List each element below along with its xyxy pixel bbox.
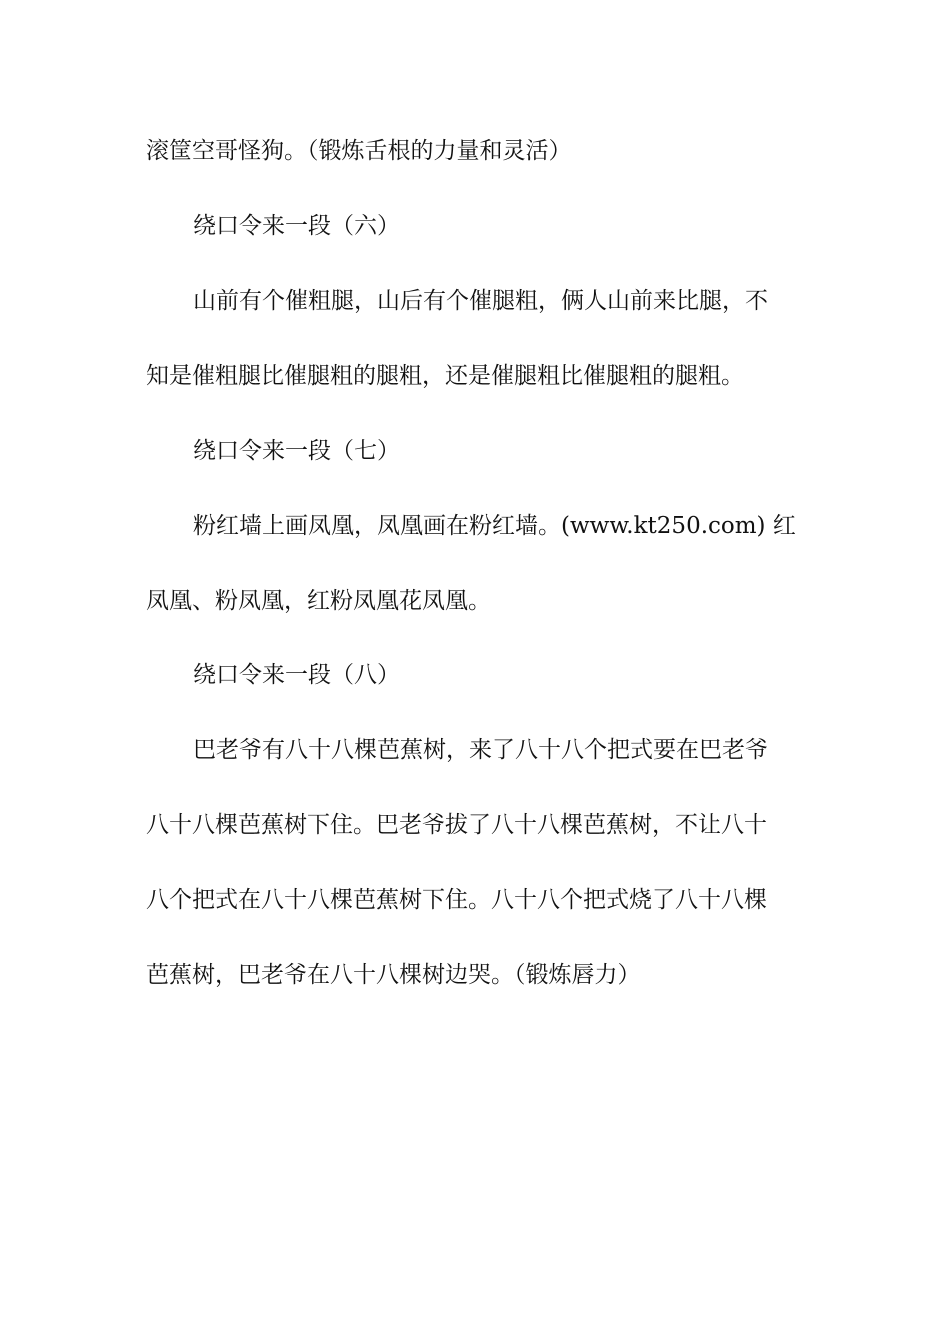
paragraph-line: 凤凰、粉凤凰，红粉凤凰花凤凰。 xyxy=(146,588,491,614)
paragraph-line: 八个把式在八十八棵芭蕉树下住。八十八个把式烧了八十八棵 xyxy=(146,887,767,913)
section-heading-six: 绕口令来一段（六） xyxy=(193,213,400,239)
paragraph-tail-line: 滚筐空哥怪狗。（锻炼舌根的力量和灵活） xyxy=(146,138,572,164)
section-heading-seven: 绕口令来一段（七） xyxy=(193,438,400,464)
paragraph-line: 芭蕉树，巴老爷在八十八棵树边哭。（锻炼唇力） xyxy=(146,962,641,988)
section-heading-eight: 绕口令来一段（八） xyxy=(193,662,400,688)
paragraph-line: 粉红墙上画凤凰，凤凰画在粉红墙。(www.kt250.com) 红 xyxy=(193,513,796,539)
paragraph-line: 八十八棵芭蕉树下住。巴老爷拔了八十八棵芭蕉树，不让八十 xyxy=(146,812,767,838)
paragraph-line: 知是催粗腿比催腿粗的腿粗，还是催腿粗比催腿粗的腿粗。 xyxy=(146,363,744,389)
paragraph-line: 巴老爷有八十八棵芭蕉树，来了八十八个把式要在巴老爷 xyxy=(193,737,768,763)
paragraph-line: 山前有个催粗腿，山后有个催腿粗，俩人山前来比腿，不 xyxy=(193,288,768,314)
